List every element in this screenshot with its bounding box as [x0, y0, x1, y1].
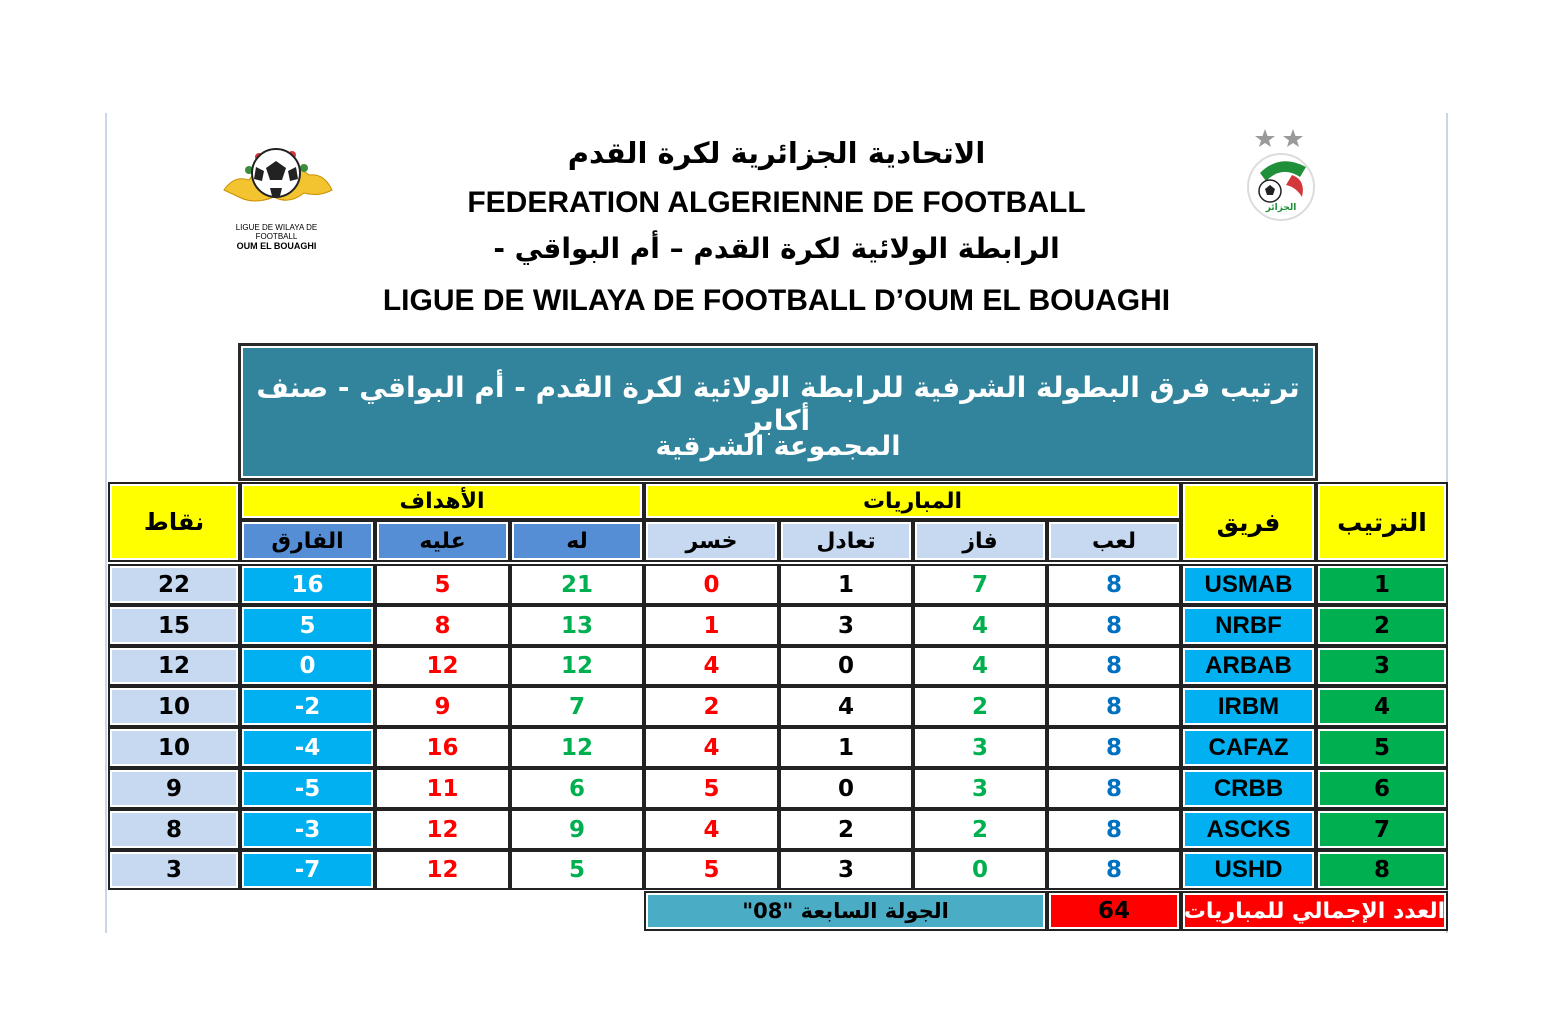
cell-won: 3 — [913, 727, 1047, 768]
cell-points: 3 — [108, 850, 240, 890]
cell-goals-for: 12 — [510, 727, 644, 768]
cell-team: USHD — [1181, 850, 1316, 890]
cell-rank: 1 — [1316, 564, 1448, 605]
cell-played: 8 — [1047, 686, 1181, 727]
header-points: نقاط — [108, 482, 240, 562]
header-rank: الترتيب — [1316, 482, 1448, 562]
header-federation-arabic: الاتحادية الجزائرية لكرة القدم — [567, 136, 986, 170]
cell-drawn: 1 — [779, 727, 913, 768]
cell-won: 3 — [913, 768, 1047, 809]
cell-points: 8 — [108, 809, 240, 850]
cell-played: 8 — [1047, 605, 1181, 646]
cell-goals-against: 16 — [375, 727, 510, 768]
cell-goal-diff: 16 — [240, 564, 375, 605]
cell-points: 10 — [108, 727, 240, 768]
header-league-arabic: الرابطة الولائية لكرة القدم – أم البواقي - — [493, 232, 1060, 265]
cell-played: 8 — [1047, 809, 1181, 850]
cell-drawn: 2 — [779, 809, 913, 850]
cell-lost: 5 — [644, 768, 779, 809]
cell-team: ASCKS — [1181, 809, 1316, 850]
cell-rank: 8 — [1316, 850, 1448, 890]
cell-rank: 4 — [1316, 686, 1448, 727]
cell-lost: 0 — [644, 564, 779, 605]
cell-goals-against: 12 — [375, 646, 510, 686]
header-federation-french: FEDERATION ALGERIENNE DE FOOTBALL — [467, 186, 1086, 219]
cell-goals-against: 11 — [375, 768, 510, 809]
cell-goal-diff: -7 — [240, 850, 375, 890]
league-logo-text-2: OUM EL BOUAGHI — [236, 241, 317, 251]
cell-drawn: 3 — [779, 605, 913, 646]
header-league-french: LIGUE DE WILAYA DE FOOTBALL D’OUM EL BOUAGHI — [382, 284, 1171, 317]
cell-goal-diff: -5 — [240, 768, 375, 809]
footer-total-label: العدد الإجمالي للمباريات — [1181, 891, 1448, 931]
cell-rank: 5 — [1316, 727, 1448, 768]
cell-goal-diff: 0 — [240, 646, 375, 686]
cell-team: CAFAZ — [1181, 727, 1316, 768]
cell-won: 4 — [913, 646, 1047, 686]
cell-lost: 2 — [644, 686, 779, 727]
cell-goal-diff: -4 — [240, 727, 375, 768]
header-goals-for: له — [510, 520, 644, 562]
cell-goal-diff: -3 — [240, 809, 375, 850]
cell-goals-against: 9 — [375, 686, 510, 727]
cell-won: 2 — [913, 686, 1047, 727]
cell-points: 22 — [108, 564, 240, 605]
cell-points: 10 — [108, 686, 240, 727]
cell-points: 9 — [108, 768, 240, 809]
cell-lost: 4 — [644, 646, 779, 686]
footer-total-value: 64 — [1047, 891, 1181, 931]
header-goal-diff: الفارق — [240, 520, 375, 562]
cell-goal-diff: -2 — [240, 686, 375, 727]
cell-lost: 1 — [644, 605, 779, 646]
cell-goal-diff: 5 — [240, 605, 375, 646]
cell-team: USMAB — [1181, 564, 1316, 605]
header-won: فاز — [913, 520, 1047, 562]
cell-goals-against: 12 — [375, 809, 510, 850]
cell-won: 0 — [913, 850, 1047, 890]
cell-lost: 4 — [644, 809, 779, 850]
cell-won: 4 — [913, 605, 1047, 646]
cell-lost: 5 — [644, 850, 779, 890]
cell-played: 8 — [1047, 727, 1181, 768]
cell-drawn: 0 — [779, 768, 913, 809]
header-lost: خسر — [644, 520, 779, 562]
footer-round: الجولة السابعة "08" — [644, 891, 1047, 931]
cell-team: IRBM — [1181, 686, 1316, 727]
banner-title: ترتيب فرق البطولة الشرفية للرابطة الولائية لكرة القدم - أم البواقي - صنف أكابر — [256, 371, 1300, 437]
header-team: فريق — [1181, 482, 1316, 562]
cell-rank: 3 — [1316, 646, 1448, 686]
cell-won: 2 — [913, 809, 1047, 850]
cell-goals-for: 6 — [510, 768, 644, 809]
banner-group: المجموعة الشرقية — [655, 431, 901, 462]
cell-goals-for: 13 — [510, 605, 644, 646]
cell-played: 8 — [1047, 850, 1181, 890]
header-played: لعب — [1047, 520, 1181, 562]
cell-goals-for: 9 — [510, 809, 644, 850]
cell-team: ARBAB — [1181, 646, 1316, 686]
cell-drawn: 3 — [779, 850, 913, 890]
cell-rank: 6 — [1316, 768, 1448, 809]
cell-goals-for: 21 — [510, 564, 644, 605]
league-logo-text-1: LIGUE DE WILAYA DE FOOTBALL — [235, 223, 318, 241]
header-matches: المباريات — [644, 482, 1181, 520]
standings-banner — [238, 343, 1318, 481]
cell-points: 12 — [108, 646, 240, 686]
cell-goals-for: 5 — [510, 850, 644, 890]
cell-drawn: 1 — [779, 564, 913, 605]
cell-won: 7 — [913, 564, 1047, 605]
cell-played: 8 — [1047, 768, 1181, 809]
cell-drawn: 4 — [779, 686, 913, 727]
cell-rank: 2 — [1316, 605, 1448, 646]
cell-goals-against: 5 — [375, 564, 510, 605]
cell-goals-against: 12 — [375, 850, 510, 890]
cell-team: NRBF — [1181, 605, 1316, 646]
cell-lost: 4 — [644, 727, 779, 768]
cell-team: CRBB — [1181, 768, 1316, 809]
header-drawn: تعادل — [779, 520, 913, 562]
cell-goals-for: 12 — [510, 646, 644, 686]
cell-points: 15 — [108, 605, 240, 646]
header-goals: الأهداف — [240, 482, 644, 520]
header-goals-against: عليه — [375, 520, 510, 562]
federation-logo-caption: الجزائر — [1265, 203, 1297, 213]
cell-goals-against: 8 — [375, 605, 510, 646]
cell-goals-for: 7 — [510, 686, 644, 727]
cell-drawn: 0 — [779, 646, 913, 686]
cell-rank: 7 — [1316, 809, 1448, 850]
cell-played: 8 — [1047, 564, 1181, 605]
cell-played: 8 — [1047, 646, 1181, 686]
